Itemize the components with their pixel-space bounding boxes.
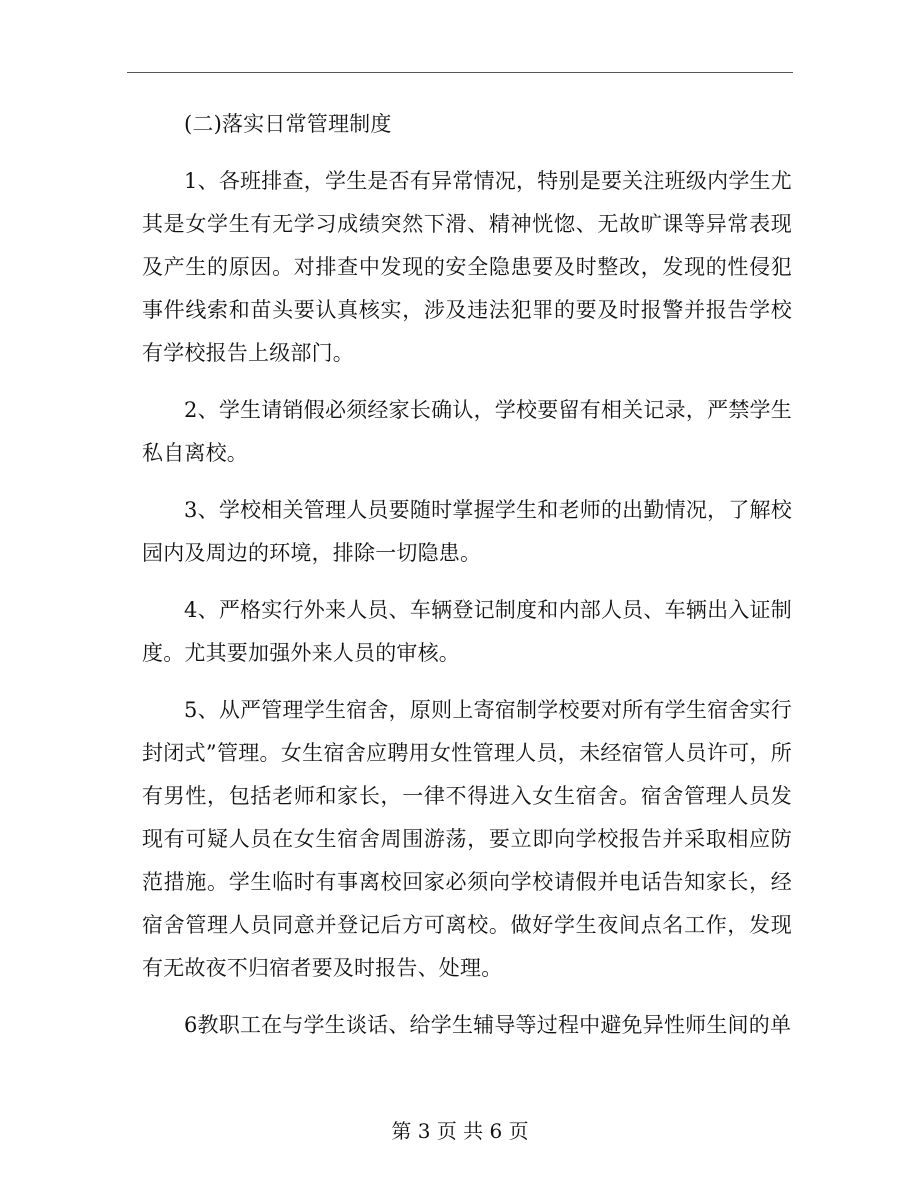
section-heading: (二)落实日常管理制度 xyxy=(184,112,392,136)
paragraph-3: 3、学校相关管理人员要随时掌握学生和老师的出勤情况，了解校园内及周边的环境，排除一切隐患。 xyxy=(142,498,792,565)
paragraph-2: 2、学生请销假必须经家长确认，学校要留有相关记录，严禁学生私自离校。 xyxy=(142,398,792,465)
paragraph-1: 1、各班排查，学生是否有异常情况，特别是要关注班级内学生尤其是女学生有无学习成绩突然下滑、精神恍惚、无故旷课等异常表现及产生的原因。对排查中发现的安全隐患要及时整改，发现的性侵犯事件线索和苗头要认真核实，涉及违法犯罪的要及时报警并报告学校有学校报告上级部门。 xyxy=(142,169,792,365)
document-body xyxy=(142,103,792,1047)
paragraph-6: 6教职工在与学生谈话、给学生辅导等过程中避免异性师生间的单 xyxy=(184,1013,792,1037)
page-number: 第 3 页 共 6 页 xyxy=(391,1119,529,1143)
paragraph-5: 5、从严管理学生宿舍，原则上寄宿制学校要对所有学生宿舍实行封闭式”管理。女生宿舍应聘用女性管理人员，未经宿管人员许可，所有男性，包括老师和家长，一律不得进入女生宿舍。宿舍管理人员发现有可疑人员在女生宿舍周围游荡，要立即向学校报告并采取相应防范措施。学生临时有事离校回家必须向学校请假并电话告知家长，经宿舍管理人员同意并登记后方可离校。做好学生夜间点名工作，发现有无故夜不归宿者要及时报告、处理。 xyxy=(142,698,792,980)
paragraph-4: 4、严格实行外来人员、车辆登记制度和内部人员、车辆出入证制度。尤其要加强外来人员的审核。 xyxy=(142,598,792,665)
header-rule xyxy=(127,72,793,73)
page-footer xyxy=(0,1117,920,1145)
